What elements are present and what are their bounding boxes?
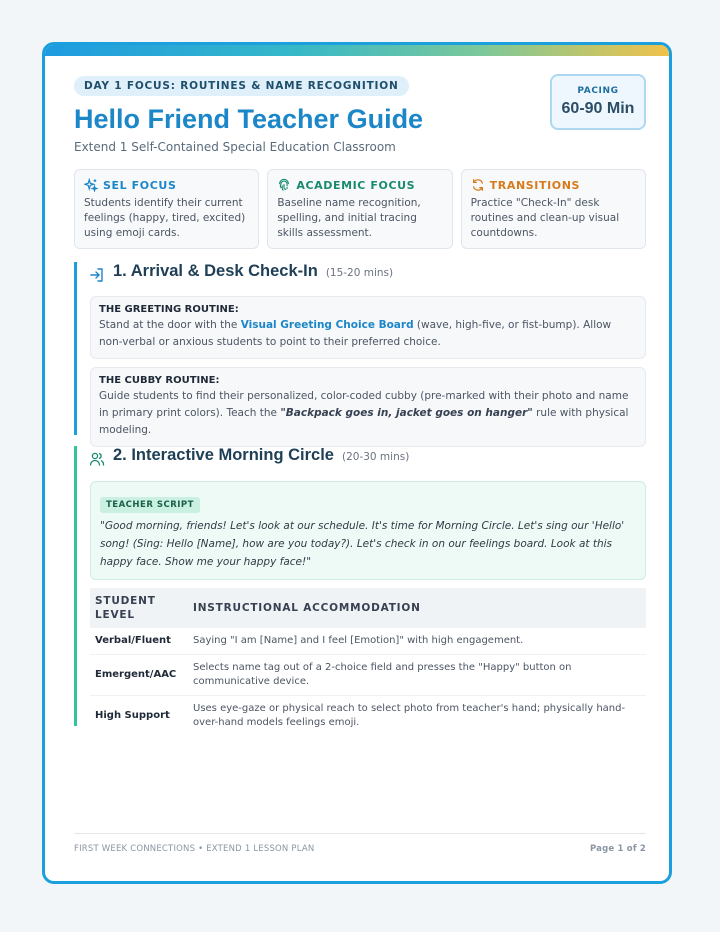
script-badge: TEACHER SCRIPT [100, 497, 200, 513]
card-transitions [461, 169, 646, 249]
sparkle-icon [84, 178, 98, 192]
accent-bar [45, 45, 669, 56]
pacing-label: PACING [577, 86, 619, 96]
lesson-page [42, 42, 672, 884]
table-row [90, 696, 646, 737]
login-icon [89, 267, 105, 283]
column-header: INSTRUCTIONAL ACCOMMODATION [188, 588, 646, 628]
cubby-routine-box [90, 367, 646, 447]
page-number: Page 1 of 2 [589, 844, 646, 854]
focus-badge: DAY 1 FOCUS: ROUTINES & NAME RECOGNITION [74, 76, 409, 96]
users-icon [89, 451, 105, 467]
box-label: THE CUBBY ROUTINE: [99, 375, 220, 386]
section-morning-circle [74, 446, 649, 726]
card-text: Practice "Check-In" desk routines and clean-up visual countdowns. [470, 197, 620, 239]
table-row [90, 655, 646, 696]
column-header: STUDENT LEVEL [90, 588, 188, 628]
card-title: ACADEMIC FOCUS [296, 178, 416, 192]
card-title: SEL FOCUS [103, 178, 177, 192]
card-text: Students identify their current feelings (happy, tired, excited) using emoji cards. [84, 197, 246, 239]
section-arrival [74, 262, 649, 435]
page-subtitle: Extend 1 Self-Contained Special Education Classroom [74, 140, 396, 154]
refresh-icon [471, 178, 485, 192]
rule-quote: "Backpack goes in, jacket goes on hanger" [280, 407, 533, 419]
card-academic-focus [267, 169, 452, 249]
greeting-board-link: Visual Greeting Choice Board [240, 319, 414, 331]
card-title: TRANSITIONS [489, 178, 581, 192]
page-title: Hello Friend Teacher Guide [74, 104, 424, 134]
section-time: (15-20 mins) [325, 267, 394, 279]
focus-cards [74, 169, 646, 249]
box-label: THE GREETING ROUTINE: [99, 304, 239, 315]
box-text: Stand at the door with the Visual Greeting Choice Board (wave, high-five, or fist-bump). Allow non-verbal or anxious students to point to their preferred choice. [99, 319, 612, 348]
accommodation-table [90, 588, 646, 736]
accommodation-text: Selects name tag out of a 2-choice field and presses the "Happy" button on communicative device. [188, 655, 646, 696]
footer-label: FIRST WEEK CONNECTIONS • EXTEND 1 LESSON PLAN [74, 844, 315, 854]
page-content [74, 74, 646, 728]
fingerprint-icon [277, 178, 291, 192]
greeting-routine-box [90, 296, 646, 359]
pacing-value: 60-90 Min [561, 100, 635, 117]
student-level: Verbal/Fluent [90, 628, 188, 655]
card-sel-focus [74, 169, 259, 249]
accommodation-text: Uses eye-gaze or physical reach to select photo from teacher's hand; physically hand-over-hand models feelings emoji. [193, 703, 626, 728]
student-level: High Support [95, 710, 170, 721]
script-text: "Good morning, friends! Let's look at our schedule. It's time for Morning Circle. Let's sing our 'Hello' song! (Sing: Hello [Name], how are you today?). Let's check in on our feelings board. Look at this happy face. Show me your happy face!" [100, 520, 625, 568]
section-time: (20-30 mins) [341, 451, 410, 463]
card-text: Baseline name recognition, spelling, and initial tracing skills assessment. [277, 197, 421, 239]
page-footer [74, 833, 646, 854]
pacing-box [550, 74, 646, 130]
section-title: 1. Arrival & Desk Check-In [113, 262, 318, 280]
section-title: 2. Interactive Morning Circle [113, 446, 334, 464]
student-level: Emergent/AAC [90, 655, 188, 696]
box-text: Guide students to find their personalized, color-coded cubby (pre-marked with their photo and name in primary print colors). Teach the "Backpack goes in, jacket goes on hanger" rule with physical modeling. [99, 390, 629, 436]
teacher-script-box [90, 481, 646, 580]
table-row [90, 628, 646, 655]
accommodation-text: Saying "I am [Name] and I feel [Emotion]" with high engagement. [188, 628, 646, 655]
